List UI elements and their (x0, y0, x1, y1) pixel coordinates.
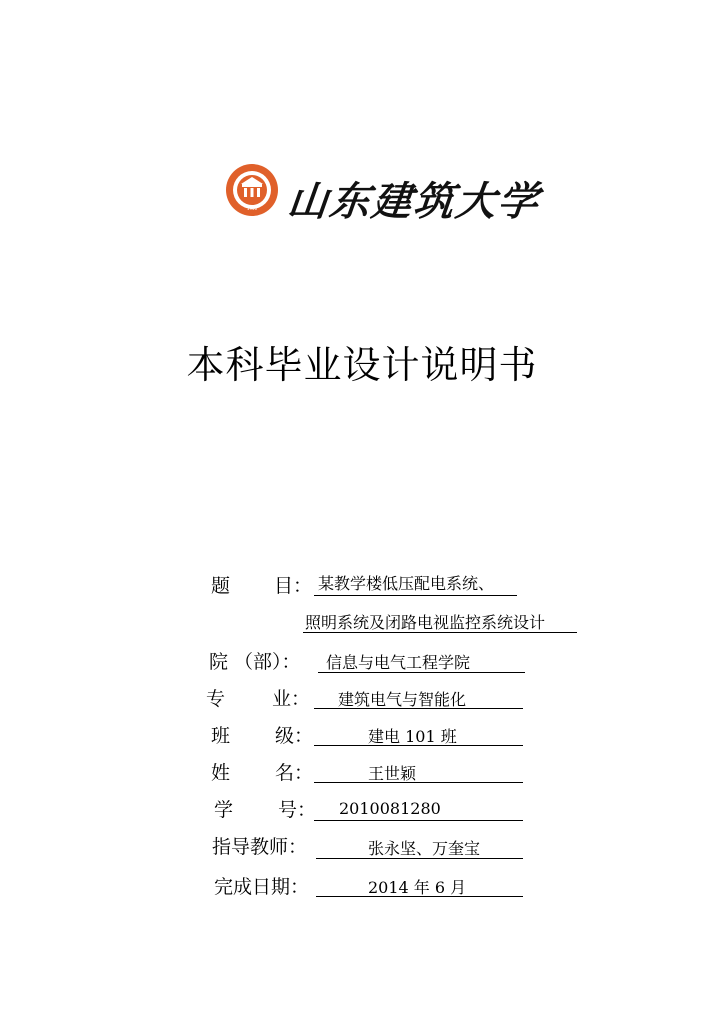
name-value: 王世颖 (368, 764, 417, 783)
major-underline (314, 708, 523, 709)
advisor-underline (316, 858, 523, 859)
advisor-value: 张永坚、万奎宝 (368, 839, 481, 858)
department-underline (318, 672, 525, 673)
student-id-underline (314, 820, 523, 821)
class-value: 建电 101 班 (368, 727, 457, 746)
class-underline (314, 745, 523, 746)
class-label-char2: 级： (275, 725, 314, 747)
topic-underline-2 (303, 632, 577, 633)
document-title: 本科毕业设计说明书 (186, 343, 538, 387)
name-label-char1: 姓 (211, 762, 231, 784)
major-label-char2: 业： (272, 688, 311, 710)
major-label-char1: 专 (206, 688, 226, 710)
topic-line-2: 照明系统及闭路电视监控系统设计 (305, 613, 546, 632)
class-label-char1: 班 (211, 725, 231, 747)
completion-date-label: 完成日期： (214, 876, 310, 898)
department-label: 院 （部）： (209, 651, 301, 673)
topic-line-1: 某教学楼低压配电系统、 (318, 574, 495, 593)
university-seal-icon (224, 162, 280, 218)
student-id-value: 2010081280 (339, 799, 441, 818)
topic-label-char2: 目 (274, 575, 294, 597)
university-name: 山东建筑大学 (285, 178, 543, 225)
topic-label-char1: 题 (211, 575, 231, 597)
student-id-label-char2: 号： (278, 799, 317, 821)
svg-text:1956: 1956 (246, 206, 258, 211)
topic-underline-1 (314, 595, 517, 596)
name-label-char2: 名： (275, 762, 314, 784)
completion-date-value: 2014 年 6 月 (368, 878, 467, 897)
student-id-label-char1: 学 (214, 799, 234, 821)
name-underline (314, 782, 523, 783)
department-value: 信息与电气工程学院 (326, 653, 471, 672)
advisor-label: 指导教师： (212, 836, 308, 858)
topic-colon: ： (293, 575, 313, 597)
major-value: 建筑电气与智能化 (338, 690, 467, 709)
completion-date-underline (316, 896, 523, 897)
